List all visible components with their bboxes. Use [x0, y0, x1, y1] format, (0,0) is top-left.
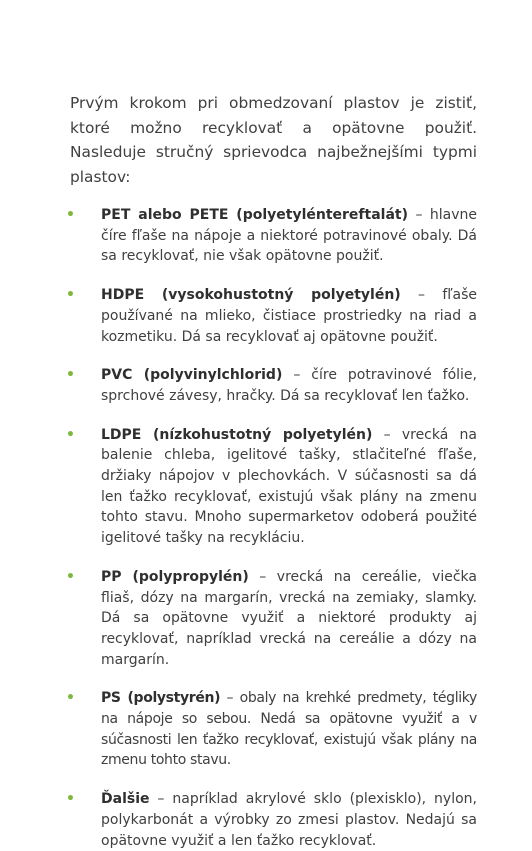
- bullet-icon: •: [66, 568, 75, 585]
- list-item-pvc: [66, 365, 477, 406]
- intro-paragraph: Prvým krokom pri obmedzovaní plastov je zistiť, ktoré možno recyklovať a opätovne použiť. Nasleduje stručný sprievodca najbežnejšími typmi plastov:: [70, 94, 477, 186]
- bullet-icon: •: [66, 690, 75, 707]
- item-description: – fľaše používané na mlieko, čistiace prostriedky na riad a kozmetiku. Dá sa recyklovať aj opätovne použiť.: [101, 287, 477, 345]
- item-description: – obaly na krehké predmety, tégliky na nápoje so sebou. Nedá sa opätovne využiť a v súčasnosti len ťažko recyklovať, existujú však plány na zmenu tohto stavu.: [101, 690, 477, 769]
- item-term: PVC (polyvinylchlorid): [101, 367, 283, 384]
- item-description: – napríklad akrylové sklo (plexisklo), nylon, polykarbonát a výrobky zo zmesi plastov. Nedajú sa opätovne využiť a len ťažko recyklovať.: [101, 791, 477, 849]
- item-description: – vrecká na balenie chleba, igelitové tašky, stlačiteľné fľaše, držiaky nápojov v plechovkách. V súčasnosti sa dá len ťažko recyklovať, existujú však plány na zmenu tohto stavu. Mnoho supermarketov odoberá použité igelitové tašky na recykláciu.: [101, 426, 477, 547]
- bullet-icon: •: [66, 367, 75, 384]
- bullet-icon: •: [66, 207, 75, 223]
- bullet-icon: •: [66, 791, 75, 808]
- plastic-types-list: [66, 205, 478, 851]
- list-item-ldpe: [66, 425, 477, 549]
- item-term: LDPE (nízkohustotný polyetylén): [101, 426, 373, 443]
- item-term: PET alebo PETE (polyetyléntereftalát): [101, 207, 408, 223]
- list-item-pet: [66, 205, 478, 267]
- item-term: PP (polypropylén): [101, 568, 249, 585]
- list-item-hdpe: [66, 285, 477, 347]
- item-description: – vrecká na cereálie, viečka fliaš, dózy na margarín, vrecká na zemiaky, slamky. Dá sa opätovne využiť a niektoré produkty aj recyklovať, napríklad vrecká na cereálie a dózy na margarín.: [101, 568, 477, 668]
- bullet-icon: •: [66, 426, 75, 443]
- item-description: – číre potravinové fólie, sprchové závesy, hračky. Dá sa recyklovať len ťažko.: [101, 367, 477, 404]
- list-item-other: [66, 789, 477, 851]
- item-term: Ďalšie: [101, 791, 150, 808]
- item-term: HDPE (vysokohustotný polyetylén): [101, 287, 401, 304]
- item-description: – hlavne číre fľaše na nápoje a niektoré potravinové obaly. Dá sa recyklovať, nie však opätovne použiť.: [101, 207, 478, 265]
- item-term: PS (polystyrén): [101, 690, 221, 707]
- list-item-ps: [66, 688, 477, 771]
- list-item-pp: [66, 567, 477, 671]
- bullet-icon: •: [66, 287, 75, 304]
